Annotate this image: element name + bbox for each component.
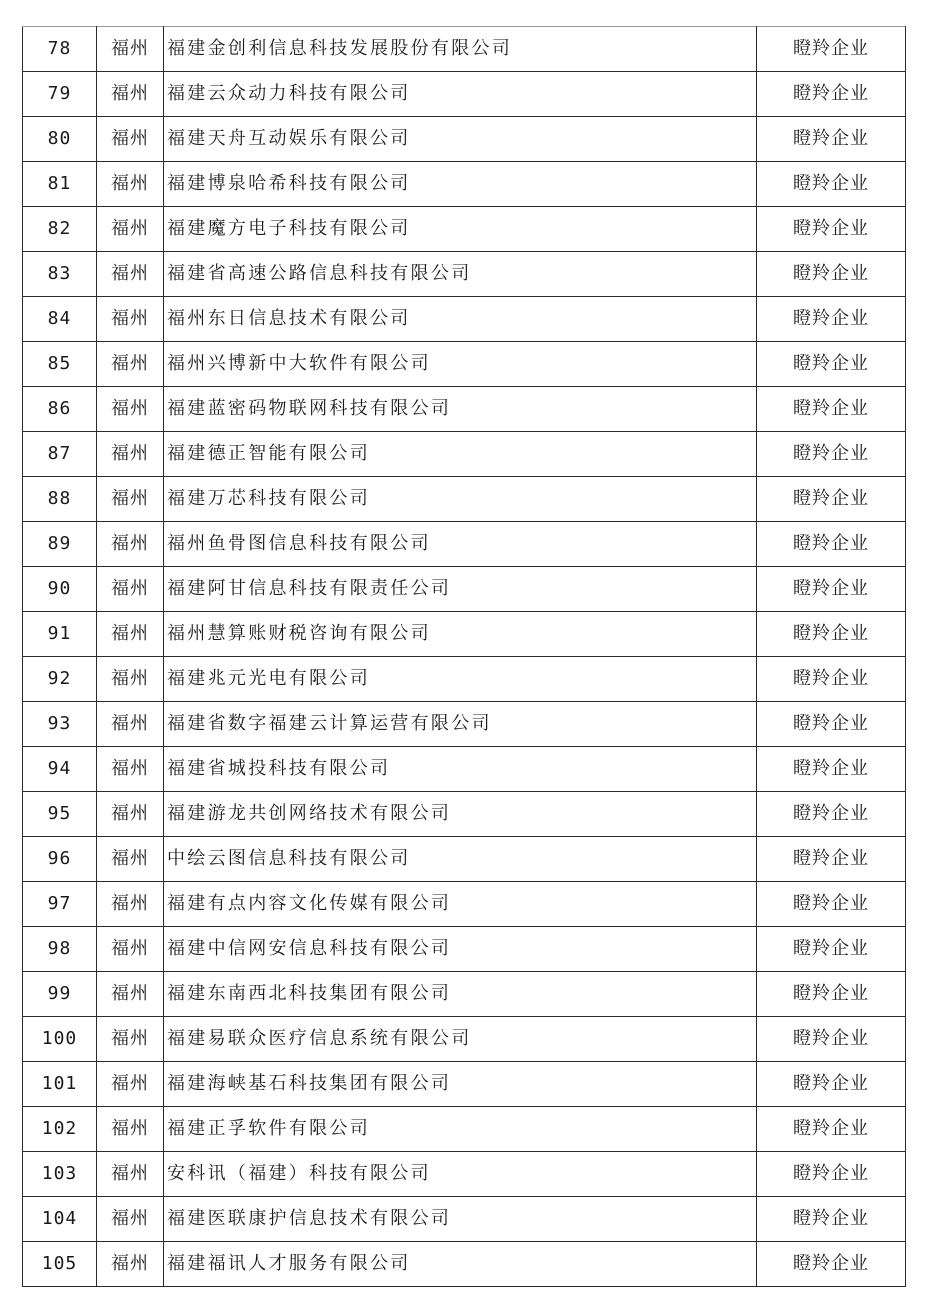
enterprise-type-cell: 瞪羚企业 bbox=[757, 252, 906, 297]
row-number-cell: 98 bbox=[23, 927, 97, 972]
enterprise-type-cell: 瞪羚企业 bbox=[757, 792, 906, 837]
city-cell: 福州 bbox=[97, 252, 164, 297]
city-cell: 福州 bbox=[97, 387, 164, 432]
enterprise-type-cell: 瞪羚企业 bbox=[757, 1062, 906, 1107]
table-row bbox=[23, 522, 906, 567]
row-number-cell: 95 bbox=[23, 792, 97, 837]
row-number-cell: 83 bbox=[23, 252, 97, 297]
table-row bbox=[23, 387, 906, 432]
row-number-cell: 80 bbox=[23, 117, 97, 162]
city-cell: 福州 bbox=[97, 657, 164, 702]
company-name-cell: 福建易联众医疗信息系统有限公司 bbox=[164, 1017, 757, 1062]
table-row bbox=[23, 927, 906, 972]
table-row bbox=[23, 657, 906, 702]
table-row bbox=[23, 252, 906, 297]
city-cell: 福州 bbox=[97, 72, 164, 117]
table-row bbox=[23, 342, 906, 387]
table-row bbox=[23, 1017, 906, 1062]
city-cell: 福州 bbox=[97, 162, 164, 207]
table-row bbox=[23, 702, 906, 747]
company-name-cell: 福建云众动力科技有限公司 bbox=[164, 72, 757, 117]
company-name-cell: 福建医联康护信息技术有限公司 bbox=[164, 1197, 757, 1242]
city-cell: 福州 bbox=[97, 972, 164, 1017]
company-name-cell: 福建万芯科技有限公司 bbox=[164, 477, 757, 522]
table-row bbox=[23, 612, 906, 657]
city-cell: 福州 bbox=[97, 477, 164, 522]
table-row bbox=[23, 297, 906, 342]
enterprise-type-cell: 瞪羚企业 bbox=[757, 117, 906, 162]
table-row bbox=[23, 882, 906, 927]
table-body bbox=[23, 27, 906, 1287]
row-number-cell: 91 bbox=[23, 612, 97, 657]
enterprise-type-cell: 瞪羚企业 bbox=[757, 837, 906, 882]
company-name-cell: 福建海峡基石科技集团有限公司 bbox=[164, 1062, 757, 1107]
table-row bbox=[23, 1152, 906, 1197]
enterprise-type-cell: 瞪羚企业 bbox=[757, 882, 906, 927]
row-number-cell: 87 bbox=[23, 432, 97, 477]
enterprise-type-cell: 瞪羚企业 bbox=[757, 432, 906, 477]
table-row bbox=[23, 792, 906, 837]
table-row bbox=[23, 27, 906, 72]
company-name-cell: 福建阿甘信息科技有限责任公司 bbox=[164, 567, 757, 612]
city-cell: 福州 bbox=[97, 1152, 164, 1197]
row-number-cell: 105 bbox=[23, 1242, 97, 1287]
company-name-cell: 福建省高速公路信息科技有限公司 bbox=[164, 252, 757, 297]
table-row bbox=[23, 1107, 906, 1152]
enterprise-type-cell: 瞪羚企业 bbox=[757, 1242, 906, 1287]
table-row bbox=[23, 1062, 906, 1107]
city-cell: 福州 bbox=[97, 1017, 164, 1062]
enterprise-type-cell: 瞪羚企业 bbox=[757, 927, 906, 972]
row-number-cell: 86 bbox=[23, 387, 97, 432]
company-name-cell: 福建德正智能有限公司 bbox=[164, 432, 757, 477]
table-row bbox=[23, 162, 906, 207]
city-cell: 福州 bbox=[97, 1242, 164, 1287]
enterprise-type-cell: 瞪羚企业 bbox=[757, 522, 906, 567]
table-row bbox=[23, 1197, 906, 1242]
table-row bbox=[23, 972, 906, 1017]
company-name-cell: 福建省城投科技有限公司 bbox=[164, 747, 757, 792]
city-cell: 福州 bbox=[97, 1197, 164, 1242]
company-name-cell: 福建兆元光电有限公司 bbox=[164, 657, 757, 702]
company-name-cell: 福州东日信息技术有限公司 bbox=[164, 297, 757, 342]
company-name-cell: 福建有点内容文化传媒有限公司 bbox=[164, 882, 757, 927]
row-number-cell: 102 bbox=[23, 1107, 97, 1152]
row-number-cell: 101 bbox=[23, 1062, 97, 1107]
row-number-cell: 92 bbox=[23, 657, 97, 702]
row-number-cell: 103 bbox=[23, 1152, 97, 1197]
company-name-cell: 福建福讯人才服务有限公司 bbox=[164, 1242, 757, 1287]
row-number-cell: 104 bbox=[23, 1197, 97, 1242]
company-name-cell: 福州慧算账财税咨询有限公司 bbox=[164, 612, 757, 657]
row-number-cell: 96 bbox=[23, 837, 97, 882]
company-name-cell: 福建魔方电子科技有限公司 bbox=[164, 207, 757, 252]
enterprise-type-cell: 瞪羚企业 bbox=[757, 342, 906, 387]
enterprise-type-cell: 瞪羚企业 bbox=[757, 207, 906, 252]
row-number-cell: 85 bbox=[23, 342, 97, 387]
city-cell: 福州 bbox=[97, 612, 164, 657]
city-cell: 福州 bbox=[97, 207, 164, 252]
table-row bbox=[23, 567, 906, 612]
row-number-cell: 89 bbox=[23, 522, 97, 567]
company-name-cell: 中绘云图信息科技有限公司 bbox=[164, 837, 757, 882]
company-name-cell: 福建省数字福建云计算运营有限公司 bbox=[164, 702, 757, 747]
enterprise-type-cell: 瞪羚企业 bbox=[757, 27, 906, 72]
company-name-cell: 福建蓝密码物联网科技有限公司 bbox=[164, 387, 757, 432]
company-name-cell: 福州鱼骨图信息科技有限公司 bbox=[164, 522, 757, 567]
city-cell: 福州 bbox=[97, 297, 164, 342]
company-name-cell: 福建金创利信息科技发展股份有限公司 bbox=[164, 27, 757, 72]
city-cell: 福州 bbox=[97, 882, 164, 927]
city-cell: 福州 bbox=[97, 522, 164, 567]
city-cell: 福州 bbox=[97, 747, 164, 792]
enterprise-type-cell: 瞪羚企业 bbox=[757, 477, 906, 522]
company-name-cell: 福建中信网安信息科技有限公司 bbox=[164, 927, 757, 972]
city-cell: 福州 bbox=[97, 342, 164, 387]
city-cell: 福州 bbox=[97, 792, 164, 837]
company-name-cell: 福建天舟互动娱乐有限公司 bbox=[164, 117, 757, 162]
row-number-cell: 78 bbox=[23, 27, 97, 72]
enterprise-type-cell: 瞪羚企业 bbox=[757, 1197, 906, 1242]
table-row bbox=[23, 837, 906, 882]
enterprise-type-cell: 瞪羚企业 bbox=[757, 612, 906, 657]
row-number-cell: 88 bbox=[23, 477, 97, 522]
row-number-cell: 82 bbox=[23, 207, 97, 252]
enterprise-type-cell: 瞪羚企业 bbox=[757, 657, 906, 702]
enterprise-type-cell: 瞪羚企业 bbox=[757, 1017, 906, 1062]
row-number-cell: 97 bbox=[23, 882, 97, 927]
row-number-cell: 100 bbox=[23, 1017, 97, 1062]
city-cell: 福州 bbox=[97, 927, 164, 972]
table-row bbox=[23, 117, 906, 162]
city-cell: 福州 bbox=[97, 1107, 164, 1152]
enterprise-type-cell: 瞪羚企业 bbox=[757, 162, 906, 207]
city-cell: 福州 bbox=[97, 567, 164, 612]
city-cell: 福州 bbox=[97, 1062, 164, 1107]
city-cell: 福州 bbox=[97, 27, 164, 72]
row-number-cell: 90 bbox=[23, 567, 97, 612]
city-cell: 福州 bbox=[97, 117, 164, 162]
enterprise-type-cell: 瞪羚企业 bbox=[757, 972, 906, 1017]
enterprise-type-cell: 瞪羚企业 bbox=[757, 297, 906, 342]
table-row bbox=[23, 477, 906, 522]
row-number-cell: 81 bbox=[23, 162, 97, 207]
enterprise-type-cell: 瞪羚企业 bbox=[757, 1107, 906, 1152]
table-row bbox=[23, 747, 906, 792]
table-row bbox=[23, 207, 906, 252]
company-name-cell: 福建游龙共创网络技术有限公司 bbox=[164, 792, 757, 837]
enterprise-type-cell: 瞪羚企业 bbox=[757, 72, 906, 117]
table-row bbox=[23, 432, 906, 477]
table-row bbox=[23, 72, 906, 117]
company-name-cell: 福建正孚软件有限公司 bbox=[164, 1107, 757, 1152]
company-name-cell: 安科讯（福建）科技有限公司 bbox=[164, 1152, 757, 1197]
city-cell: 福州 bbox=[97, 837, 164, 882]
table-row bbox=[23, 1242, 906, 1287]
city-cell: 福州 bbox=[97, 432, 164, 477]
enterprise-type-cell: 瞪羚企业 bbox=[757, 567, 906, 612]
row-number-cell: 84 bbox=[23, 297, 97, 342]
company-name-cell: 福州兴博新中大软件有限公司 bbox=[164, 342, 757, 387]
row-number-cell: 93 bbox=[23, 702, 97, 747]
company-list-table bbox=[22, 26, 906, 1287]
enterprise-type-cell: 瞪羚企业 bbox=[757, 702, 906, 747]
city-cell: 福州 bbox=[97, 702, 164, 747]
company-name-cell: 福建东南西北科技集团有限公司 bbox=[164, 972, 757, 1017]
enterprise-type-cell: 瞪羚企业 bbox=[757, 747, 906, 792]
row-number-cell: 99 bbox=[23, 972, 97, 1017]
row-number-cell: 79 bbox=[23, 72, 97, 117]
enterprise-type-cell: 瞪羚企业 bbox=[757, 387, 906, 432]
row-number-cell: 94 bbox=[23, 747, 97, 792]
enterprise-type-cell: 瞪羚企业 bbox=[757, 1152, 906, 1197]
company-name-cell: 福建博泉哈希科技有限公司 bbox=[164, 162, 757, 207]
